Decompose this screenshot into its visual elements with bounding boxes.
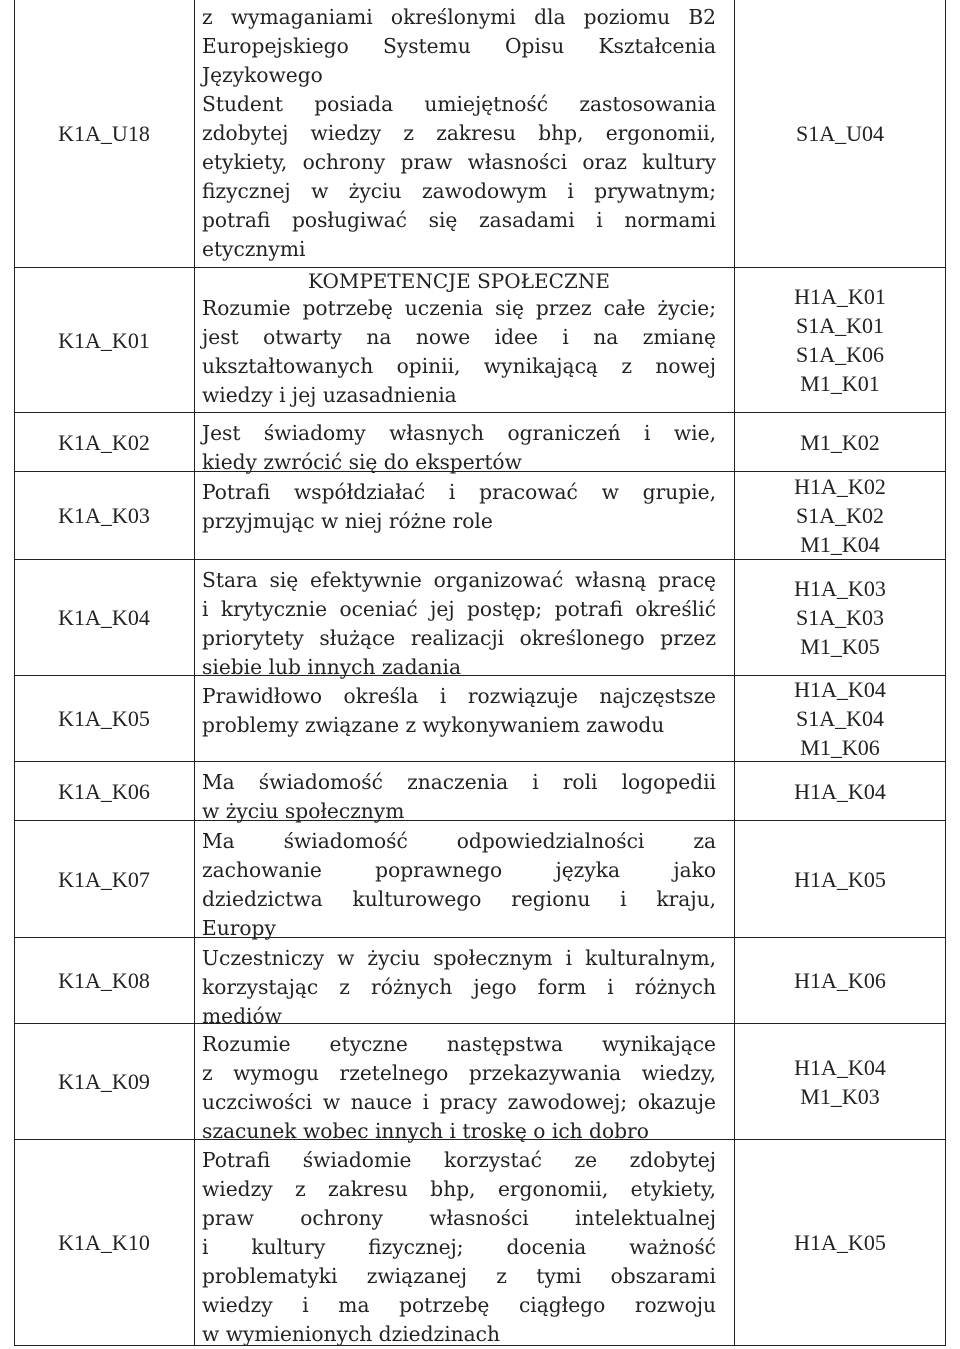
outcome-description-cell [194, 413, 734, 474]
outcome-code: K1A_K03 [58, 503, 150, 528]
reference-code: H1A_K05 [794, 866, 886, 892]
description-line: wiedzy i ma potrzebę ciągłego rozwoju [202, 1293, 716, 1317]
outcome-description [202, 419, 716, 477]
description-line: zachowanie poprawnego języka jako [202, 858, 716, 882]
description-line: Językowego [202, 63, 323, 87]
outcome-description-cell [194, 560, 734, 679]
description-line: Uczestniczy w życiu społecznym i kulturalnym, [202, 946, 716, 970]
outcome-code-cell [14, 762, 194, 820]
description-line: siebie lub innych zadania [202, 655, 462, 679]
table-row [14, 1140, 946, 1346]
outcome-description [202, 827, 716, 943]
table-row [14, 0, 946, 268]
outcome-description [202, 1030, 716, 1146]
reference-code: H1A_K04 [794, 1054, 886, 1080]
reference-code: M1_K02 [800, 429, 880, 455]
description-line: Student posiada umiejętność zastosowania [202, 92, 716, 116]
table-row [14, 1024, 946, 1143]
reference-code: M1_K01 [800, 371, 880, 396]
reference-codes-cell [734, 268, 946, 412]
description-line: fizycznej w życiu zawodowym i prywatnym; [202, 179, 716, 203]
description-line: przyjmując w niej różne role [202, 509, 493, 533]
outcome-description [202, 768, 716, 826]
outcome-description-cell [194, 268, 734, 412]
reference-code: S1A_U04 [795, 121, 884, 146]
table-row [14, 268, 946, 413]
description-line: jest otwarty na nowe idee i na zmianę [202, 325, 716, 349]
description-line: Europejskiego Systemu Opisu Kształcenia [202, 34, 716, 58]
learning-outcomes-table [14, 0, 946, 1346]
description-line: z wymogu rzetelnego przekazywania wiedzy, [202, 1061, 716, 1085]
reference-codes-cell [734, 413, 946, 471]
outcome-code-cell [14, 1024, 194, 1139]
outcome-description-cell [194, 1140, 734, 1345]
description-line: Stara się efektywnie organizować własną pracę [202, 568, 716, 592]
outcome-description [202, 944, 716, 1031]
outcome-description [202, 1146, 716, 1349]
outcome-code-cell [14, 676, 194, 761]
table-row [14, 413, 946, 472]
outcome-description [202, 478, 716, 536]
table-row [14, 676, 946, 762]
description-line: uczciwości w nauce i pracy zawodowej; okazuje [202, 1090, 716, 1114]
description-line: problemy związane z wykonywaniem zawodu [202, 713, 665, 737]
outcome-code: K1A_K09 [58, 1069, 150, 1094]
outcome-code: K1A_K05 [58, 706, 150, 731]
outcome-code-cell [14, 413, 194, 471]
reference-codes-cell [734, 472, 946, 559]
description-line: Europy [202, 916, 276, 940]
outcome-description-cell [194, 762, 734, 823]
description-line: i kultury fizycznej; docenia ważność [202, 1235, 716, 1259]
description-line: potrafi posługiwać się zasadami i normami [202, 208, 716, 232]
description-line: Ma świadomość znaczenia i roli logopedii [202, 770, 716, 794]
table-row [14, 472, 946, 560]
reference-code: H1A_K02 [794, 474, 886, 499]
reference-codes-cell [734, 676, 946, 761]
outcome-code-cell [14, 0, 194, 267]
outcome-code: K1A_K04 [58, 605, 150, 630]
outcome-code-cell [14, 1140, 194, 1345]
description-line: ukształtowanych opinii, wynikającą z nowej [202, 354, 716, 378]
description-line: Rozumie etyczne następstwa wynikające [202, 1032, 716, 1056]
description-line: kiedy zwrócić się do ekspertów [202, 450, 522, 474]
reference-codes-cell [734, 762, 946, 820]
description-line: mediów [202, 1004, 282, 1028]
reference-code: M1_K05 [800, 634, 880, 659]
outcome-description-cell [194, 676, 734, 761]
description-line: wiedzy z zakresu bhp, ergonomii, etykiety, [202, 1177, 716, 1201]
description-line: i krytycznie oceniać jej postęp; potrafi określić [202, 597, 716, 621]
outcome-code: K1A_K02 [58, 429, 150, 455]
description-line: w życiu społecznym [202, 799, 405, 823]
description-line: Potrafi współdziałać i pracować w grupie, [202, 480, 716, 504]
description-line: Jest świadomy własnych ograniczeń i wie, [202, 421, 716, 445]
description-line: Ma świadomość odpowiedzialności za [202, 829, 716, 853]
outcome-code: K1A_K08 [58, 968, 150, 993]
reference-code: S1A_K06 [795, 342, 884, 367]
outcome-code-cell [14, 938, 194, 1023]
description-line: Potrafi świadomie korzystać ze zdobytej [202, 1148, 716, 1172]
description-line: priorytety służące realizacji określonego przez [202, 626, 716, 650]
description-line: praw ochrony własności intelektualnej [202, 1206, 716, 1230]
outcome-code-cell [14, 560, 194, 675]
description-line: etykiety, ochrony praw własności oraz kultury [202, 150, 716, 174]
outcome-code-cell [14, 821, 194, 937]
reference-codes-cell [734, 0, 946, 267]
outcome-code: K1A_U18 [58, 121, 150, 146]
outcome-description [202, 3, 716, 264]
table-row [14, 938, 946, 1028]
reference-codes-cell [734, 1140, 946, 1345]
reference-code: S1A_K01 [795, 313, 884, 338]
reference-code: H1A_K06 [794, 968, 886, 993]
outcome-description-cell [194, 938, 734, 1028]
outcome-code-cell [14, 268, 194, 412]
outcome-description-cell [194, 0, 734, 267]
description-line: zdobytej wiedzy z zakresu bhp, ergonomii, [202, 121, 716, 145]
reference-code: H1A_K05 [794, 1230, 886, 1255]
description-line: wiedzy i jej uzasadnienia [202, 383, 457, 407]
reference-code: H1A_K03 [794, 576, 886, 601]
outcome-code: K1A_K10 [58, 1230, 150, 1255]
outcome-description [202, 566, 716, 682]
outcome-description [202, 294, 716, 410]
description-line: w wymienionych dziedzinach [202, 1322, 500, 1346]
description-line: etycznymi [202, 237, 306, 261]
description-line: dziedzictwa kulturowego regionu i kraju, [202, 887, 716, 911]
table-row [14, 762, 946, 821]
reference-code: S1A_K03 [795, 605, 884, 630]
outcome-description-cell [194, 821, 734, 940]
outcome-code: K1A_K06 [58, 778, 150, 804]
description-line: szacunek wobec innych i troskę o ich dobro [202, 1119, 649, 1143]
outcome-description [202, 682, 716, 740]
description-line: problematyki związanej z tymi obszarami [202, 1264, 716, 1288]
reference-code: M1_K03 [800, 1083, 880, 1109]
description-line: z wymaganiami określonymi dla poziomu B2 [202, 5, 716, 29]
reference-codes-cell [734, 560, 946, 675]
outcome-code-cell [14, 472, 194, 559]
reference-codes-cell [734, 821, 946, 937]
outcome-description-cell [194, 1024, 734, 1143]
reference-code: H1A_K01 [794, 284, 886, 309]
reference-code: M1_K04 [800, 532, 880, 557]
reference-code: H1A_K04 [794, 677, 886, 702]
outcome-description-cell [194, 472, 734, 559]
reference-code: H1A_K04 [794, 778, 886, 804]
outcome-code: K1A_K07 [58, 866, 150, 892]
table-row [14, 560, 946, 679]
reference-code: M1_K06 [800, 735, 880, 760]
reference-codes-cell [734, 1024, 946, 1139]
reference-codes-cell [734, 938, 946, 1023]
outcome-code: K1A_K01 [58, 327, 150, 353]
section-heading: KOMPETENCJE SPOŁECZNE [308, 269, 610, 293]
description-line: Rozumie potrzebę uczenia się przez całe życie; [202, 296, 716, 320]
description-line: Prawidłowo określa i rozwiązuje najczęstsze [202, 684, 716, 708]
table-row [14, 821, 946, 938]
reference-code: S1A_K02 [795, 503, 884, 528]
reference-code: S1A_K04 [795, 706, 884, 731]
description-line: korzystając z różnych jego form i różnych [202, 975, 716, 999]
